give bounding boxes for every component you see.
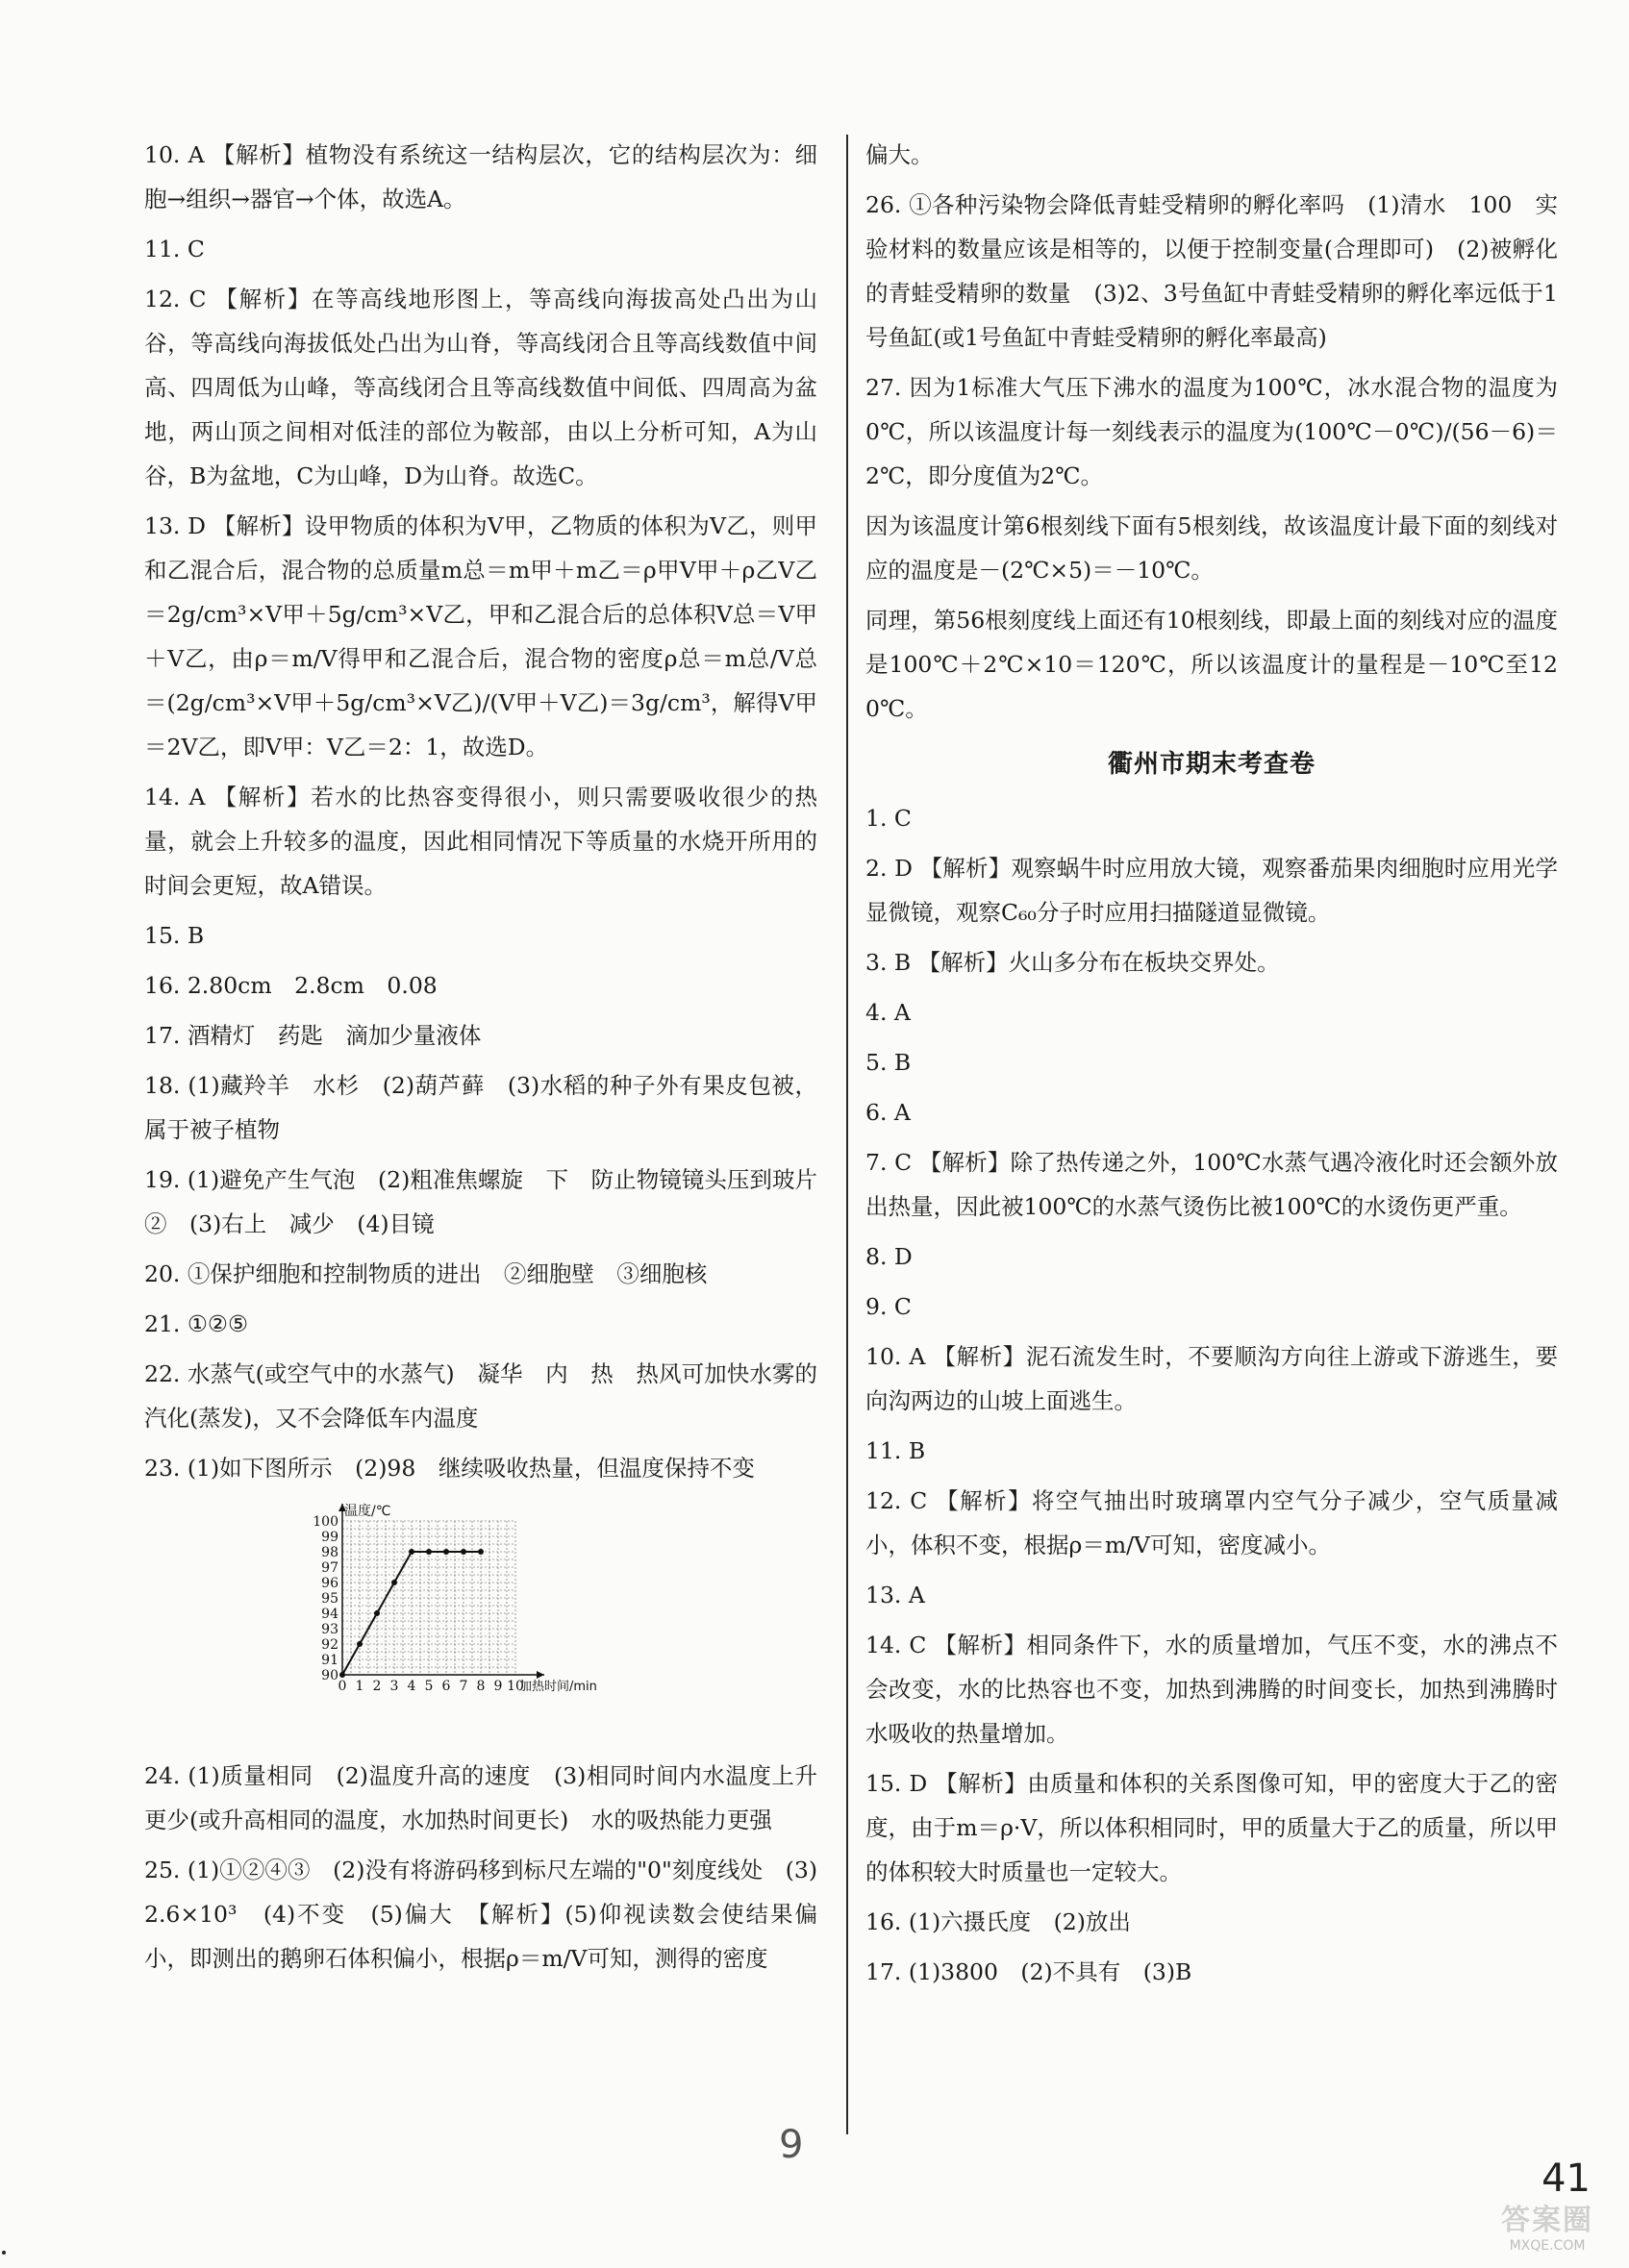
x-axis-label: 加热时间/min xyxy=(519,1680,597,1694)
x-tick-label: 4 xyxy=(407,1679,416,1694)
answer-item: 14. C 【解析】相同条件下，水的质量增加，气压不变，水的沸点不会改变，水的比热容也不变，加热到沸腾的时间变长，加热到沸腾时水吸收的热量增加。 xyxy=(865,1632,1558,1747)
answer-item: 23. (1)如下图所示 (2)98 继续吸收热量，但温度保持不变 xyxy=(144,1455,755,1482)
answer-item: 17. 酒精灯 药匙 滴加少量液体 xyxy=(144,1022,482,1049)
answer-item: 7. C 【解析】除了热传递之外，100℃水蒸气遇冷液化时还会额外放出热量，因此被100℃的水蒸气烫伤比被100℃的水烫伤更严重。 xyxy=(865,1149,1558,1220)
x-tick-label: 7 xyxy=(459,1679,468,1694)
x-tick-label: 10 xyxy=(507,1679,524,1694)
answer-item: 11. C xyxy=(144,236,205,262)
answer-item: 21. ①②⑤ xyxy=(144,1310,249,1337)
watermark-logo-text: 答案圈 xyxy=(1501,2204,1593,2237)
answer-item: 5. B xyxy=(865,1049,912,1076)
y-tick-label: 96 xyxy=(321,1576,338,1591)
left-items-after-group xyxy=(144,1754,817,1981)
temperature-chart-svg xyxy=(308,1496,625,1736)
answer-item: 11. B xyxy=(865,1437,926,1464)
page-number: 41 xyxy=(1541,2156,1591,2201)
y-axis-label: 温度/℃ xyxy=(344,1504,391,1519)
left-column xyxy=(144,133,840,1986)
answer-item: 24. (1)质量相同 (2)温度升高的速度 (3)相同时间内水温度上升更少(或升高相同的温度，水加热时间更长) 水的吸热能力更强 xyxy=(144,1762,817,1833)
answer-item: 偏大。 xyxy=(865,141,934,168)
left-items-group xyxy=(144,133,840,1490)
answer-item: 12. C 【解析】在等高线地形图上，等高线向海拔高处凸出为山谷，等高线向海拔低处凸出为山脊，等高线闭合且等高线数值中间高、四周低为山峰，等高线闭合且等高线数值中间低、四周高为盆地，两山顶之间相对低洼的部位为鞍部，由以上分析可知，A为山谷，B为盆地，C为山峰，D为山脊。故选C。 xyxy=(144,286,817,489)
answer-item: 20. ①保护细胞和控制物质的进出 ②细胞壁 ③细胞核 xyxy=(144,1260,708,1287)
x-axis-arrow xyxy=(537,1671,544,1679)
answer-item: 22. 水蒸气(或空气中的水蒸气) 凝华 内 热 热风可加快水雾的汽化(蒸发)，又不会降低车内温度 xyxy=(144,1360,817,1432)
data-point xyxy=(339,1672,345,1678)
answer-item: 26. ①各种污染物会降低青蛙受精卵的孵化率吗 (1)清水 100 实验材料的数量应该是相等的，以便于控制变量(合理即可) (2)被孵化的青蛙受精卵的数量 (3)2、3号鱼缸中青蛙受精卵的孵化率远低于1号鱼缸(或1号鱼缸中青蛙受精卵的孵化率最高) xyxy=(865,191,1558,351)
y-tick-label: 99 xyxy=(321,1530,338,1545)
x-tick-label: 8 xyxy=(476,1679,486,1694)
data-point xyxy=(426,1549,432,1555)
column-divider xyxy=(846,135,848,2134)
answer-item: 12. C 【解析】将空气抽出时玻璃罩内空气分子减少，空气质量减小，体积不变，根据ρ＝m/V可知，密度减小。 xyxy=(865,1487,1558,1558)
answer-item: 25. (1)①②④③ (2)没有将游码移到标尺左端的"0"刻度线处 (3)2.6×10³ (4)不变 (5)偏大 【解析】(5)仰视读数会使结果偏小，即测出的鹅卵石体积偏小，根据ρ＝m/V可知，测得的密度 xyxy=(144,1857,817,1972)
x-tick-label: 9 xyxy=(493,1679,503,1694)
watermark-logo xyxy=(1475,2205,1619,2258)
answer-item: 8. D xyxy=(865,1243,913,1270)
answer-item: 27. 因为1标准大气压下沸水的温度为100℃，冰水混合物的温度为0℃，所以该温度计每一刻线表示的温度为(100℃－0℃)/(56－6)＝2℃，即分度值为2℃。 xyxy=(865,374,1558,489)
y-tick-label: 91 xyxy=(321,1653,338,1668)
answer-item: 15. B xyxy=(144,922,205,949)
y-tick-label: 95 xyxy=(321,1591,338,1607)
data-point xyxy=(409,1549,414,1555)
section-title: 衢州市期末考查卷 xyxy=(1107,750,1316,779)
data-point xyxy=(357,1641,363,1647)
answer-item: 17. (1)3800 (2)不具有 (3)B xyxy=(865,1958,1192,1985)
answer-item: 16. 2.80cm 2.8cm 0.08 xyxy=(144,972,438,999)
answer-item: 16. (1)六摄氏度 (2)放出 xyxy=(865,1908,1131,1935)
x-tick-label: 6 xyxy=(441,1679,451,1694)
edge-dot xyxy=(2,2251,6,2255)
answer-item: 1. C xyxy=(865,805,912,832)
answer-item: 2. D 【解析】观察蜗牛时应用放大镜，观察番茄果肉细胞时应用光学显微镜，观察C₆₀分子时应用扫描隧道显微镜。 xyxy=(865,855,1558,926)
right-items-after-group xyxy=(865,796,1558,1994)
y-tick-label: 93 xyxy=(321,1622,338,1637)
x-tick-label: 1 xyxy=(355,1679,364,1694)
watermark-url: MXQE.COM xyxy=(1509,2238,1586,2254)
answer-item: 6. A xyxy=(865,1099,911,1126)
x-tick-label: 5 xyxy=(424,1679,434,1694)
data-point xyxy=(443,1549,449,1555)
right-column xyxy=(865,133,1558,2000)
answer-item: 4. A xyxy=(865,999,911,1026)
answer-item: 14. A 【解析】若水的比热容变得很小，则只需要吸收很少的热量，就会上升较多的温度，因此相同情况下等质量的水烧开所用的时间会更短，故A错误。 xyxy=(144,784,817,899)
answer-item: 18. (1)藏羚羊 水杉 (2)葫芦藓 (3)水稻的种子外有果皮包被，属于被子植物 xyxy=(144,1072,817,1143)
data-point xyxy=(461,1549,466,1555)
answer-item: 10. A 【解析】泥石流发生时，不要顺沟方向往上游或下游逃生，要向沟两边的山坡上面逃生。 xyxy=(865,1343,1558,1414)
answer-item: 9. C xyxy=(865,1293,912,1320)
answer-item: 同理，第56根刻度线上面还有10根刻线，即最上面的刻线对应的温度是100℃＋2℃×10＝120℃，所以该温度计的量程是－10℃至120℃。 xyxy=(865,607,1558,722)
x-tick-label: 2 xyxy=(372,1679,382,1694)
y-tick-label: 97 xyxy=(321,1560,338,1576)
y-tick-label: 94 xyxy=(321,1607,338,1622)
handwritten-mark: 9 xyxy=(779,2123,804,2167)
answer-item: 3. B 【解析】火山多分布在板块交界处。 xyxy=(865,949,1280,976)
y-tick-label: 100 xyxy=(313,1514,338,1530)
x-tick-label: 0 xyxy=(338,1679,347,1694)
data-point xyxy=(391,1580,397,1585)
y-tick-label: 92 xyxy=(321,1637,338,1653)
y-tick-label: 90 xyxy=(321,1668,338,1683)
answer-item: 10. A 【解析】植物没有系统这一结构层次，它的结构层次为：细胞→组织→器官→个体，故选A。 xyxy=(144,141,817,212)
answer-item: 13. D 【解析】设甲物质的体积为V甲，乙物质的体积为V乙，则甲和乙混合后，混合物的总质量m总＝m甲＋m乙＝ρ甲V甲＋ρ乙V乙＝2g/cm³×V甲＋5g/cm³×V乙，甲和乙混合后的总体积V总＝V甲＋V乙，由ρ＝m/V得甲和乙混合后，混合物的密度ρ总＝m总/V总＝(2g/cm³×V甲＋5g/cm³×V乙)/(V甲＋V乙)＝3g/cm³，解得V甲＝2V乙，即V甲：V乙＝2：1，故选D。 xyxy=(144,512,817,760)
y-tick-label: 98 xyxy=(321,1545,338,1560)
answer-item: 13. A xyxy=(865,1582,925,1608)
answer-item: 因为该温度计第6根刻线下面有5根刻线，故该温度计最下面的刻线对应的温度是－(2℃×5)＝－10℃。 xyxy=(865,512,1558,584)
answer-item: 15. D 【解析】由质量和体积的关系图像可知，甲的密度大于乙的密度，由于m＝ρ·V，所以体积相同时，甲的质量大于乙的质量，所以甲的体积较大时质量也一定较大。 xyxy=(865,1770,1558,1885)
data-point xyxy=(478,1549,484,1555)
data-point xyxy=(374,1610,380,1616)
temperature-chart xyxy=(308,1496,625,1736)
x-tick-label: 3 xyxy=(389,1679,399,1694)
right-items-before-group xyxy=(865,133,1558,731)
answer-item: 19. (1)避免产生气泡 (2)粗准焦螺旋 下 防止物镜镜头压到玻片 ② (3)右上 减少 (4)目镜 xyxy=(144,1166,840,1237)
